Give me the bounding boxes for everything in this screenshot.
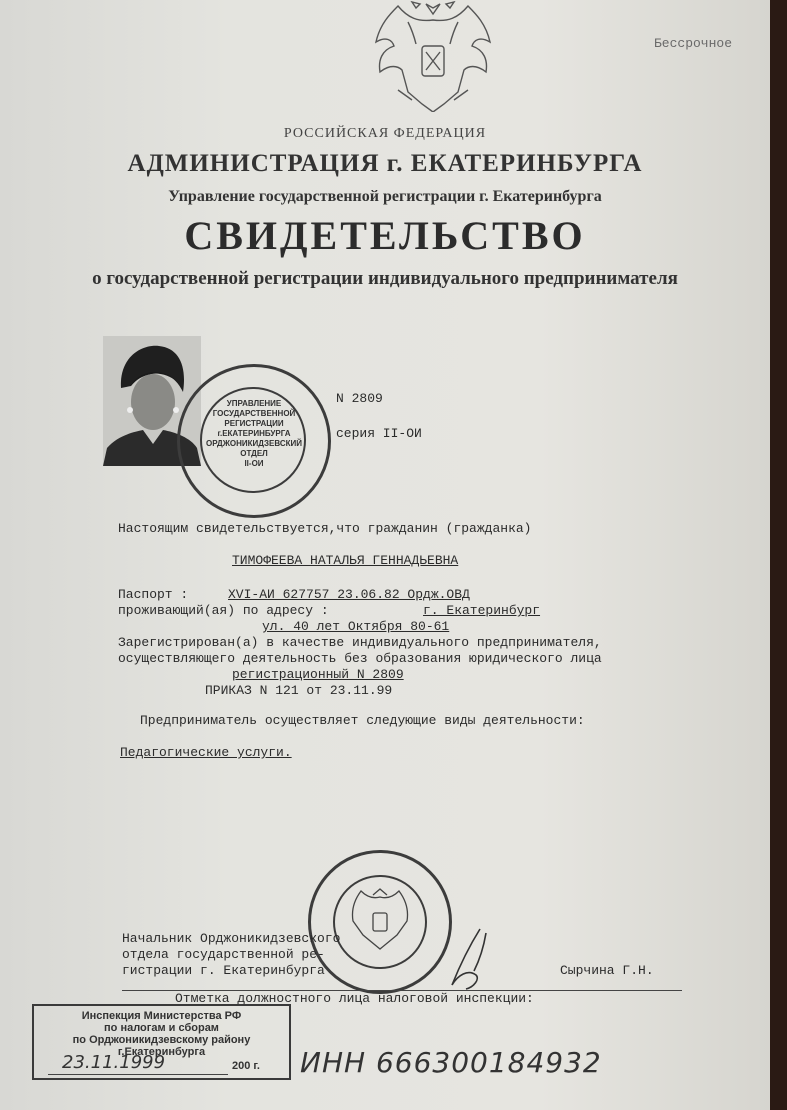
signer-name: Сырчина Г.Н.: [560, 963, 654, 978]
holder-name: ТИМОФЕЕВА НАТАЛЬЯ ГЕННАДЬЕВНА: [232, 553, 459, 568]
administration-heading: АДМИНИСТРАЦИЯ г. ЕКАТЕРИНБУРГА: [127, 150, 643, 177]
certificate-series: серия II-ОИ: [336, 426, 422, 441]
handwritten-signature: [440, 925, 500, 995]
stamp-line: ОРДЖОНИКИДЗЕВСКИЙ: [205, 439, 303, 448]
signature-title-line-1: Начальник Орджоникидзевского: [122, 931, 341, 946]
seal-eagle-emblem: [345, 887, 415, 957]
order-line: ПРИКАЗ N 121 от 23.11.99: [205, 683, 393, 698]
signature-title-line-3: гистрации г. Екатеринбурга: [122, 963, 325, 978]
activity-item: Педагогические услуги.: [120, 745, 292, 760]
official-seal-stamp: [308, 850, 452, 994]
registered-line-2: осуществляющего деятельность без образования юридического лица: [118, 651, 602, 666]
tax-inspection-note: Отметка должностного лица налоговой инспекции:: [175, 991, 534, 1006]
stamp-line: ГОСУДАРСТВЕННОЙ: [212, 409, 296, 418]
activities-intro: Предприниматель осуществляет следующие виды деятельности:: [140, 713, 585, 728]
stamp-line: ОТДЕЛ: [240, 449, 268, 458]
signature-title-line-2: отдела государственной ре-: [122, 947, 325, 962]
passport-value: XVI-АИ 627757 23.06.82 Ордж.ОВД: [228, 587, 470, 602]
address-label: проживающий(ая) по адресу :: [118, 603, 329, 618]
federation-heading: РОССИЙСКАЯ ФЕДЕРАЦИЯ: [283, 126, 487, 141]
address-street: ул. 40 лет Октября 80-61: [262, 619, 450, 634]
passport-label: Паспорт :: [118, 587, 189, 602]
department-heading: Управление государственной регистрации г. Екатеринбурга: [168, 188, 602, 205]
stamp-line: г.ЕКАТЕРИНБУРГА: [217, 429, 291, 438]
document-title: СВИДЕТЕЛЬСТВО: [184, 213, 586, 258]
tax-stamp-line: по налогам и сборам: [104, 1022, 219, 1034]
stamp-line: II-ОИ: [244, 459, 264, 468]
tax-stamp-line: по Орджоникидзевскому району: [72, 1034, 251, 1046]
tax-stamp-year-suffix: 200 г.: [232, 1060, 260, 1072]
validity-note: Бессрочное: [653, 36, 732, 51]
document-subtitle: о государственной регистрации индивидуального предпринимателя: [92, 268, 678, 289]
inn-handwritten: ИНН 666300184932: [300, 1046, 602, 1079]
address-city: г. Екатеринбург: [423, 603, 541, 618]
registration-number: регистрационный N 2809: [232, 667, 404, 682]
coat-of-arms-emblem: [368, 0, 498, 112]
certificate-number: N 2809: [336, 391, 383, 406]
tax-stamp-line: г.Екатеринбурга: [117, 1046, 206, 1058]
registration-round-stamp: [177, 364, 331, 518]
stamp-line: УПРАВЛЕНИЕ: [226, 399, 282, 408]
tax-stamp-handwritten-date: 23.11.1999: [62, 1052, 166, 1073]
intro-text: Настоящим свидетельствуется,что гражданин (гражданка): [118, 521, 532, 536]
tax-stamp-line: Инспекция Министерства РФ: [81, 1010, 242, 1022]
registered-line-1: Зарегистрирован(а) в качестве индивидуального предпринимателя,: [118, 635, 602, 650]
stamp-line: РЕГИСТРАЦИИ: [224, 419, 284, 428]
